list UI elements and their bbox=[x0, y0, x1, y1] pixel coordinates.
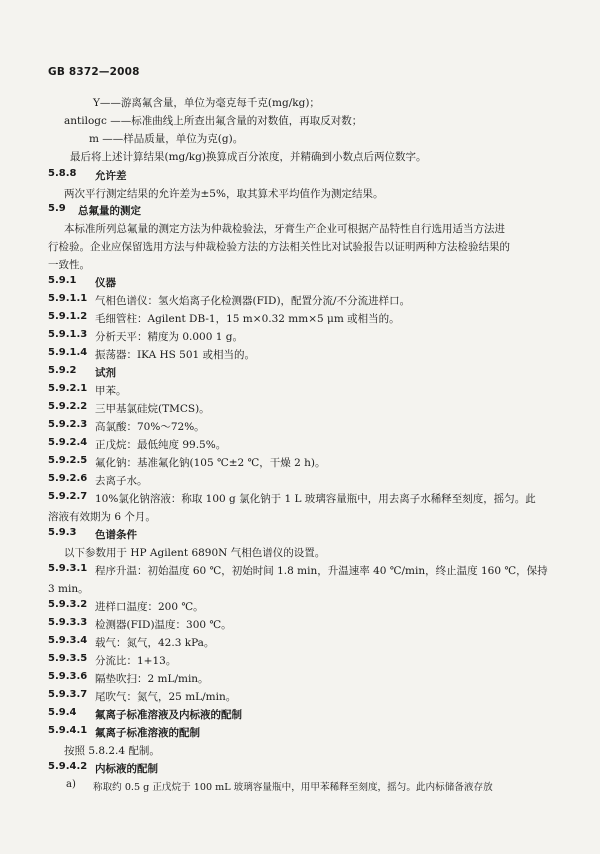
item-number: 5.9.3.2 bbox=[48, 599, 88, 610]
item-number: 5.9.2.5 bbox=[48, 455, 88, 466]
section-title: 内标液的配制 bbox=[95, 763, 158, 775]
item-number: 5.9.3.4 bbox=[48, 635, 88, 646]
body-line: 溶液有效期为 6 个月。 bbox=[48, 511, 156, 523]
section-title: 总氟量的测定 bbox=[78, 205, 141, 217]
item-text: 气相色谱仪：氢火焰离子化检测器(FID)，配置分流/不分流进样口。 bbox=[95, 295, 411, 307]
section-number: 5.9.3 bbox=[48, 527, 77, 538]
body-line: 3 min。 bbox=[48, 583, 89, 595]
section-number: 5.9.1 bbox=[48, 275, 77, 286]
item-number: 5.9.1.3 bbox=[48, 329, 88, 340]
item-text: 振荡器：IKA HS 501 或相当的。 bbox=[95, 349, 256, 361]
item-number: 5.9.1.2 bbox=[48, 311, 88, 322]
item-text: 尾吹气：氮气，25 mL/min。 bbox=[95, 691, 237, 703]
body-line: 以下参数用于 HP Agilent 6890N 气相色谱仪的设置。 bbox=[64, 547, 326, 559]
item-number: 5.9.4.1 bbox=[48, 725, 88, 736]
section-title: 氟离子标准溶液的配制 bbox=[95, 727, 200, 739]
def-line: Y——游离氟含量，单位为毫克每千克(mg/kg)； bbox=[93, 97, 320, 109]
body-line: 一致性。 bbox=[48, 259, 90, 271]
item-text: 高氯酸：70%～72%。 bbox=[95, 421, 205, 433]
item-number: 5.9.2.4 bbox=[48, 437, 88, 448]
item-text: 去离子水。 bbox=[95, 475, 148, 487]
item-number: 5.9.2.6 bbox=[48, 473, 88, 484]
section-number: 5.9.4 bbox=[48, 707, 77, 718]
section-title: 氟离子标准溶液及内标液的配制 bbox=[95, 709, 242, 721]
list-item-text: 称取约 0.5 g 正戊烷于 100 mL 玻璃容量瓶中，用甲苯稀释至刻度，摇匀。此内标储备液存放 bbox=[93, 782, 493, 793]
item-text: 进样口温度：200 ℃。 bbox=[95, 601, 204, 613]
item-number: 5.9.2.2 bbox=[48, 401, 88, 412]
item-number: 5.9.3.7 bbox=[48, 689, 88, 700]
item-number: 5.9.3.6 bbox=[48, 671, 88, 682]
section-number: 5.8.8 bbox=[48, 168, 77, 179]
item-text: 毛细管柱：Agilent DB-1，15 m×0.32 mm×5 μm 或相当的。 bbox=[95, 313, 400, 325]
item-number: 5.9.2.3 bbox=[48, 419, 88, 430]
section-title: 试剂 bbox=[95, 367, 116, 379]
body-line: 两次平行测定结果的允许差为±5%，取其算术平均值作为测定结果。 bbox=[64, 188, 384, 200]
item-text: 10%氯化钠溶液：称取 100 g 氯化钠于 1 L 玻璃容量瓶中，用去离子水稀释至刻度，摇匀。此 bbox=[95, 493, 536, 505]
body-line: 本标准所列总氟量的测定方法为仲裁检验法，牙膏生产企业可根据产品特性自行选用适当方法进 bbox=[64, 223, 505, 235]
section-title: 仪器 bbox=[95, 277, 116, 289]
item-number: 5.9.1.1 bbox=[48, 293, 88, 304]
section-title: 允许差 bbox=[95, 170, 127, 182]
list-marker: a) bbox=[66, 779, 76, 790]
standard-code-header: GB 8372—2008 bbox=[48, 66, 140, 78]
body-line: 行检验。企业应保留选用方法与仲裁检验方法的方法相关性比对试验报告以证明两种方法检验结果的 bbox=[48, 241, 510, 253]
item-text: 分流比：1+13。 bbox=[95, 655, 177, 667]
def-line: antilogc ——标准曲线上所查出氟含量的对数值，再取反对数； bbox=[64, 115, 363, 127]
item-text: 氟化钠：基准氟化钠(105 ℃±2 ℃，干燥 2 h)。 bbox=[95, 457, 326, 469]
def-line: m ——样品质量，单位为克(g)。 bbox=[89, 133, 244, 145]
item-text: 载气：氮气，42.3 kPa。 bbox=[95, 637, 215, 649]
body-line: 最后将上述计算结果(mg/kg)换算成百分浓度，并精确到小数点后两位数字。 bbox=[70, 151, 427, 163]
item-text: 甲苯。 bbox=[95, 385, 127, 397]
item-number: 5.9.3.1 bbox=[48, 563, 88, 574]
item-text: 分析天平：精度为 0.000 1 g。 bbox=[95, 331, 243, 343]
item-text: 程序升温：初始温度 60 ℃，初始时间 1.8 min，升温速率 40 ℃/min，终止温度 160 ℃，保持 bbox=[95, 565, 548, 577]
item-number: 5.9.3.5 bbox=[48, 653, 88, 664]
section-number: 5.9 bbox=[48, 203, 66, 214]
section-title: 色谱条件 bbox=[95, 529, 137, 541]
item-text: 正戊烷：最低纯度 99.5%。 bbox=[95, 439, 227, 451]
item-number: 5.9.4.2 bbox=[48, 761, 88, 772]
item-text: 隔垫吹扫：2 mL/min。 bbox=[95, 673, 209, 685]
item-number: 5.9.1.4 bbox=[48, 347, 88, 358]
item-text: 检测器(FID)温度：300 ℃。 bbox=[95, 619, 232, 631]
item-number: 5.9.3.3 bbox=[48, 617, 88, 628]
body-line: 按照 5.8.2.4 配制。 bbox=[64, 745, 160, 757]
item-number: 5.9.2.7 bbox=[48, 491, 88, 502]
section-number: 5.9.2 bbox=[48, 365, 77, 376]
item-text: 三甲基氯硅烷(TMCS)。 bbox=[95, 403, 210, 415]
item-number: 5.9.2.1 bbox=[48, 383, 88, 394]
